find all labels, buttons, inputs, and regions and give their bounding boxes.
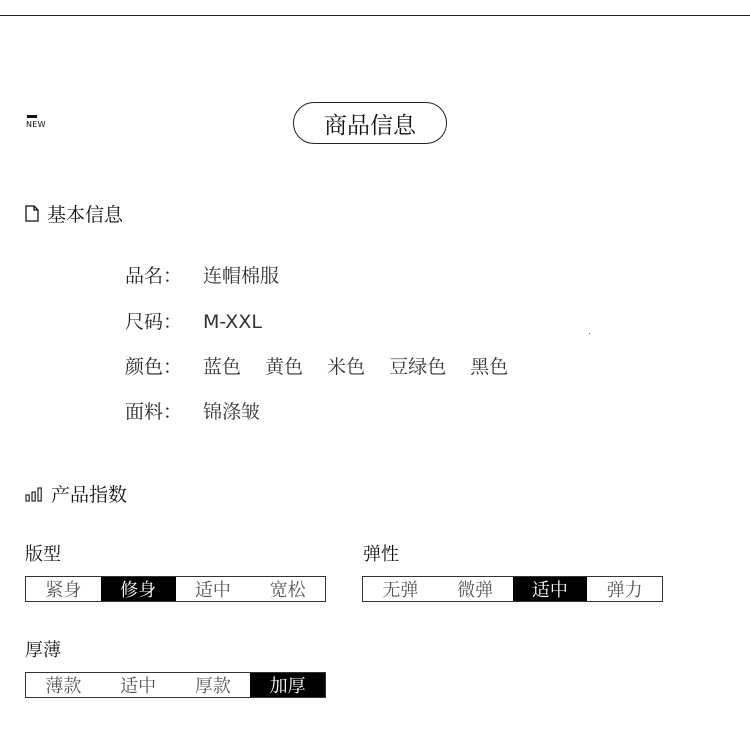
bar-chart-icon — [25, 486, 43, 502]
info-row-fabric — [125, 400, 260, 424]
page-title: 商品信息 — [293, 102, 447, 144]
badge-bar — [27, 115, 37, 118]
fit-label: 版型 — [25, 544, 61, 565]
thickness-option-selected: 加厚 — [250, 673, 325, 697]
color-value: 豆绿色 — [389, 356, 447, 378]
top-divider — [0, 15, 750, 16]
info-label: 颜色： — [125, 356, 183, 378]
thickness-scale — [25, 672, 326, 698]
fit-option-selected: 修身 — [101, 577, 176, 601]
elasticity-option-selected: 适中 — [513, 577, 588, 601]
info-row-name — [125, 264, 279, 288]
info-value: 锦涤皱 — [203, 401, 261, 423]
elasticity-label: 弹性 — [363, 544, 399, 565]
thickness-label: 厚薄 — [25, 640, 61, 661]
info-label: 尺码： — [125, 311, 183, 333]
info-label: 面料： — [125, 401, 183, 423]
product-index-heading — [25, 480, 127, 507]
info-label: 品名： — [125, 265, 183, 287]
basic-info-heading — [25, 200, 123, 227]
thickness-option: 薄款 — [45, 676, 82, 697]
fit-option: 宽松 — [269, 580, 306, 601]
color-value: 米色 — [327, 356, 366, 378]
info-row-size — [125, 310, 262, 334]
thickness-option: 适中 — [120, 676, 157, 697]
fit-option: 适中 — [194, 580, 231, 601]
color-value: 黑色 — [470, 356, 509, 378]
elasticity-option: 无弹 — [382, 580, 419, 601]
color-value: 蓝色 — [203, 356, 242, 378]
new-badge — [26, 115, 48, 130]
color-values — [203, 355, 526, 379]
basic-info-heading-text: 基本信息 — [47, 204, 124, 226]
elasticity-scale — [362, 576, 663, 602]
color-value: 黄色 — [265, 356, 304, 378]
elasticity-option: 弹力 — [606, 580, 643, 601]
info-value: 连帽棉服 — [203, 265, 280, 287]
thickness-option: 厚款 — [194, 676, 231, 697]
fit-option: 紧身 — [45, 580, 82, 601]
document-icon — [25, 205, 39, 222]
info-value: M-XXL — [203, 311, 262, 333]
product-index-heading-text: 产品指数 — [51, 484, 128, 506]
badge-text: NEW — [26, 120, 46, 129]
fit-scale — [25, 576, 326, 602]
info-row-color — [125, 355, 526, 379]
elasticity-option: 微弹 — [457, 580, 494, 601]
stray-dot — [589, 333, 590, 334]
